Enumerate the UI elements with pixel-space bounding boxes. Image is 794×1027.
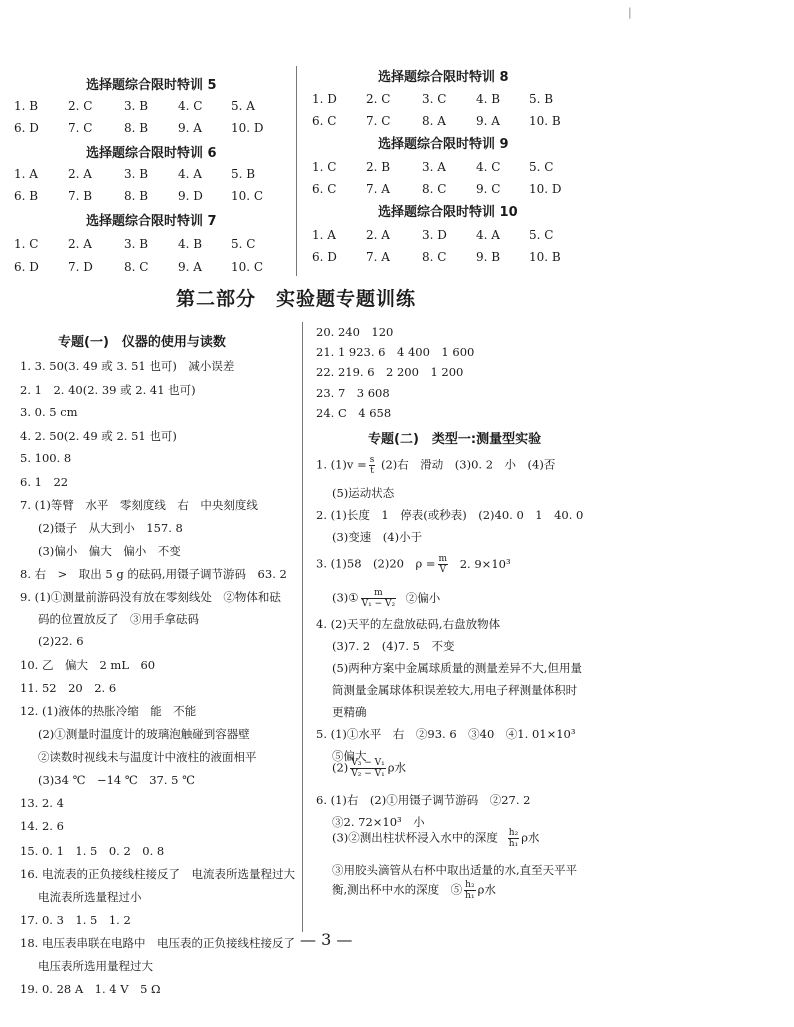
mc-ans: 5. C (529, 160, 554, 174)
answer-text: ρ水 (477, 882, 496, 897)
mc-ans: 10. C (231, 189, 264, 203)
mc-ans: 5. C (231, 237, 256, 251)
fraction-denominator: V₁ − V₂ (361, 599, 396, 609)
mc-ans: 10. B (529, 114, 561, 128)
fraction-h2-over-h1 (508, 828, 519, 849)
page-number: — 3 — (300, 930, 353, 949)
answer-line: 23. 7 3 608 (316, 386, 390, 400)
mc-ans: 8. A (422, 114, 446, 128)
answer-line: 更精确 (332, 705, 367, 719)
mc-ans: 4. B (476, 92, 501, 106)
mc-ans: 10. C (231, 260, 264, 274)
mc-ans: 9. D (178, 189, 203, 203)
answer-text: ρ水 (521, 830, 540, 845)
fraction-s-over-t (369, 455, 376, 476)
answer-line: (3)7. 2 (4)7. 5 不变 (332, 639, 455, 653)
answer-line: 21. 1 923. 6 4 400 1 600 (316, 345, 475, 359)
mc-ans: 3. B (124, 237, 149, 251)
answer-line-with-formula (316, 554, 511, 575)
mc-title-6: 选择题综合限时特训 6 (86, 146, 217, 161)
mc-title-5: 选择题综合限时特训 5 (86, 78, 217, 93)
mc-ans: 8. B (124, 121, 149, 135)
mc-ans: 9. C (476, 182, 501, 196)
answer-line: 5. (1)①水平 右 ②93. 6 ③40 ④1. 01×10³ (316, 727, 576, 741)
answer-line: 19. 0. 28 A 1. 4 V 5 Ω (20, 982, 161, 996)
mc-ans: 2. B (366, 160, 391, 174)
mc-ans: 10. D (231, 121, 264, 135)
mc-ans: 1. A (14, 167, 38, 181)
fraction-numerator: m (361, 588, 396, 599)
column-divider-bottom (302, 322, 303, 932)
fraction-numerator: h₂ (508, 828, 519, 838)
answer-line: (3)34 ℃ −14 ℃ 37. 5 ℃ (38, 773, 196, 787)
column-divider-top (296, 66, 297, 276)
answer-line: 6. (1)右 (2)①用镊子调节游码 ②27. 2 (316, 793, 531, 807)
fraction-density (361, 588, 396, 609)
answer-line-with-formula (332, 880, 496, 901)
mc-ans: 8. C (422, 182, 447, 196)
mc-ans: 8. B (124, 189, 149, 203)
mc-ans: 1. C (312, 160, 337, 174)
topic-two-title: 专题(二) 类型一:测量型实验 (368, 432, 542, 447)
mc-ans: 9. A (178, 260, 202, 274)
mc-ans: 5. C (529, 228, 554, 242)
mc-ans: 5. B (529, 92, 554, 106)
answer-line: (2)镊子 从大到小 157. 8 (38, 521, 183, 535)
answer-text: (2) (332, 760, 349, 775)
mc-ans: 3. B (124, 99, 149, 113)
mc-ans: 9. A (178, 121, 202, 135)
mc-ans: 10. B (529, 250, 561, 264)
corner-mark: | (628, 6, 632, 19)
mc-ans: 7. A (366, 182, 390, 196)
mc-title-7: 选择题综合限时特训 7 (86, 214, 217, 229)
answer-line: 2. (1)长度 1 停表(或秒表) (2)40. 0 1 40. 0 (316, 508, 584, 522)
answer-line: 18. 电压表串联在电路中 电压表的正负接线柱接反了 (20, 936, 295, 950)
mc-ans: 4. C (476, 160, 501, 174)
answer-line: (2)22. 6 (38, 634, 84, 648)
answer-line: (5)两种方案中金属球质量的测量差异不大,但用量 (332, 661, 582, 675)
answer-text: (2)右 滑动 (3)0. 2 小 (4)否 (381, 457, 556, 472)
answer-line: (5)运动状态 (332, 486, 395, 500)
answer-line-with-formula (332, 588, 440, 609)
mc-ans: 8. C (422, 250, 447, 264)
fraction-numerator: s (369, 455, 375, 465)
answer-line: 电流表所选量程过小 (38, 890, 142, 904)
answer-line: 筒测量金属球体积误差较大,用电子秤测量体积时 (332, 683, 578, 697)
answer-text: (3)②测出柱状杯浸入水中的深度 (332, 830, 498, 845)
mc-ans: 3. A (422, 160, 446, 174)
answer-line: 5. 100. 8 (20, 451, 72, 465)
answer-line: ③2. 72×10³ 小 (332, 815, 425, 829)
mc-ans: 5. A (231, 99, 255, 113)
answer-line: 16. 电流表的正负接线柱接反了 电流表所选量程过大 (20, 867, 295, 881)
answer-line: 13. 2. 4 (20, 796, 64, 810)
answer-line: 7. (1)等臂 水平 零刻度线 右 中央刻度线 (20, 498, 258, 512)
answer-line: 12. (1)液体的热胀冷缩 能 不能 (20, 704, 197, 718)
answer-line: 9. (1)①测量前游码没有放在零刻线处 ②物体和砝 (20, 590, 281, 604)
answer-line: 电压表所选用量程过大 (38, 959, 153, 973)
fraction-denominator: h₁ (465, 891, 475, 901)
answer-line: 4. (2)天平的左盘放砝码,右盘放物体 (316, 617, 501, 631)
mc-ans: 5. B (231, 167, 256, 181)
fraction-h2-over-h1 (464, 880, 475, 901)
mc-ans: 7. D (68, 260, 93, 274)
answer-line: 码的位置放反了 ③用手拿砝码 (38, 612, 199, 626)
answer-line: 11. 52 20 2. 6 (20, 681, 117, 695)
mc-ans: 9. A (476, 114, 500, 128)
fraction-volume-ratio (350, 758, 385, 779)
part-two-title: 第二部分 实验题专题训练 (176, 288, 417, 310)
answer-text: 1. (1)v = (316, 457, 367, 472)
answer-line: (3)偏小 偏大 偏小 不变 (38, 544, 181, 558)
answer-text: ②偏小 (405, 590, 441, 605)
answer-line-with-formula (316, 455, 555, 476)
mc-ans: 3. C (422, 92, 447, 106)
mc-ans: 6. D (14, 121, 39, 135)
mc-ans: 6. B (14, 189, 39, 203)
answer-text: ρ水 (387, 760, 407, 775)
answer-line: (2)①测量时温度计的玻璃泡触碰到容器壁 (38, 727, 250, 741)
mc-ans: 2. C (366, 92, 391, 106)
answer-line: 10. 乙 偏大 2 mL 60 (20, 658, 156, 672)
fraction-denominator: t (370, 466, 374, 476)
mc-ans: 6. D (14, 260, 39, 274)
fraction-denominator: V (439, 565, 447, 575)
mc-ans: 4. B (178, 237, 203, 251)
mc-title-8: 选择题综合限时特训 8 (378, 70, 509, 85)
mc-ans: 4. C (178, 99, 203, 113)
answer-line: ⑤偏大 (332, 749, 367, 763)
fraction-denominator: h₁ (508, 839, 519, 849)
answer-line: (3)变速 (4)小于 (332, 530, 423, 544)
mc-ans: 2. A (366, 228, 390, 242)
fraction-numerator: V₃ − V₁ (351, 758, 385, 768)
mc-ans: 1. A (312, 228, 336, 242)
mc-ans: 2. A (68, 237, 92, 251)
answer-line: 1. 3. 50(3. 49 或 3. 51 也可) 减小误差 (20, 359, 235, 373)
answer-line: 2. 1 2. 40(2. 39 或 2. 41 也可) (20, 383, 196, 397)
answer-text: 2. 9×10³ (459, 556, 511, 571)
mc-ans: 1. B (14, 99, 39, 113)
topic-one-title: 专题(一) 仪器的使用与读数 (58, 335, 226, 350)
answer-line: 14. 2. 6 (20, 819, 64, 833)
mc-ans: 2. C (68, 99, 93, 113)
fraction-m-over-v (438, 554, 449, 575)
answer-text: 衡,测出杯中水的深度 ⑤ (332, 882, 463, 897)
fraction-numerator: m (438, 554, 448, 564)
mc-ans: 1. C (14, 237, 39, 251)
mc-title-10: 选择题综合限时特训 10 (378, 205, 518, 220)
fraction-numerator: h₂ (465, 880, 475, 890)
mc-ans: 1. D (312, 92, 337, 106)
mc-ans: 7. B (68, 189, 93, 203)
answer-line: 20. 240 120 (316, 325, 394, 339)
answer-line: 22. 219. 6 2 200 1 200 (316, 365, 464, 379)
answer-line: 17. 0. 3 1. 5 1. 2 (20, 913, 131, 927)
answer-line: 3. 0. 5 cm (20, 405, 78, 419)
mc-title-9: 选择题综合限时特训 9 (378, 137, 509, 152)
mc-ans: 6. D (312, 250, 337, 264)
answer-line: 6. 1 22 (20, 475, 69, 489)
answer-text: 3. (1)58 (2)20 ρ = (316, 556, 436, 571)
answer-line: 24. C 4 658 (316, 406, 392, 420)
answer-line-with-formula (332, 758, 406, 779)
answer-text: (3)① (332, 590, 359, 605)
mc-ans: 9. B (476, 250, 501, 264)
mc-ans: 10. D (529, 182, 562, 196)
mc-ans: 6. C (312, 114, 337, 128)
answer-line: ②读数时视线未与温度计中液柱的液面相平 (38, 750, 257, 764)
fraction-denominator: V₂ − V₁ (351, 769, 385, 779)
mc-ans: 3. B (124, 167, 149, 181)
mc-ans: 7. C (366, 114, 391, 128)
answer-line: ③用胶头滴管从右杯中取出适量的水,直至天平平 (332, 863, 578, 877)
answer-line: 4. 2. 50(2. 49 或 2. 51 也可) (20, 429, 177, 443)
mc-ans: 7. C (68, 121, 93, 135)
answer-line-with-formula (332, 828, 539, 849)
mc-ans: 8. C (124, 260, 149, 274)
mc-ans: 3. D (422, 228, 447, 242)
mc-ans: 6. C (312, 182, 337, 196)
mc-ans: 4. A (178, 167, 202, 181)
answer-line: 15. 0. 1 1. 5 0. 2 0. 8 (20, 844, 165, 858)
answer-line: 8. 右 > 取出 5 g 的砝码,用镊子调节游码 63. 2 (20, 567, 287, 581)
mc-ans: 4. A (476, 228, 500, 242)
mc-ans: 7. A (366, 250, 390, 264)
mc-ans: 2. A (68, 167, 92, 181)
